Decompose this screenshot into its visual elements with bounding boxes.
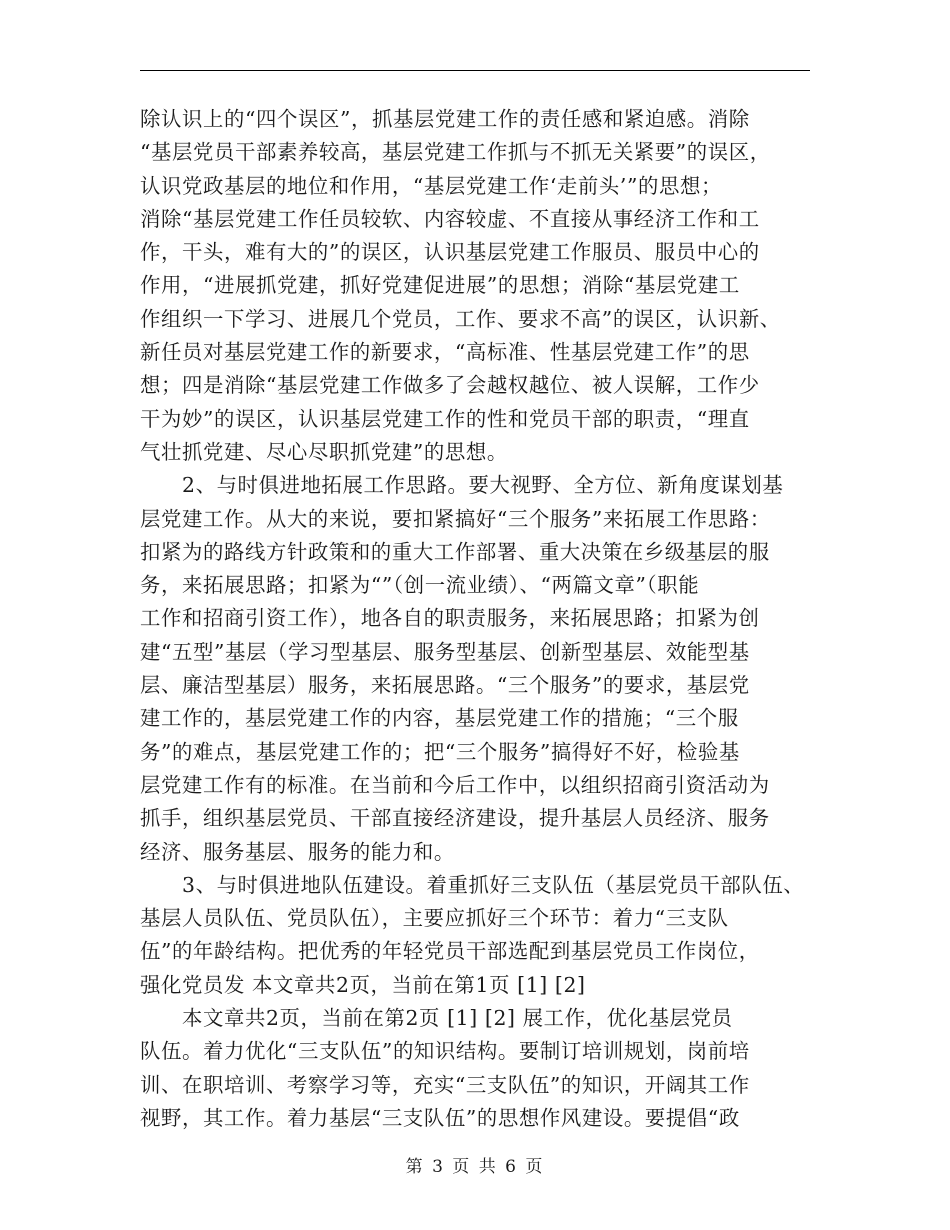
- body-text-line: 层党建工作。从大的来说，要扣紧搞好“三个服务”来拓展工作思路：: [140, 506, 771, 531]
- body-text-line: 视野，其工作。着力基层“三支队伍”的思想作风建设。要提倡“政: [140, 1105, 740, 1130]
- body-text-line: 除认识上的“四个误区”，抓基层党建工作的责任感和紧迫感。消除: [140, 107, 750, 131]
- body-text-line: 认识党政基层的地位和作用，“基层党建工作‘走前头’”的思想；: [140, 173, 722, 198]
- body-text-line: 层党建工作有的标准。在当前和今后工作中，以组织招商引资活动为: [140, 772, 770, 797]
- body-text-line: 想；四是消除“基层党建工作做多了会越权越位、被人误解，工作少: [140, 373, 760, 398]
- body-text-line: 务，来拓展思路；扣紧为“”（创一流业绩）、“两篇文章”（职能: [140, 573, 700, 598]
- header-rule: [140, 70, 810, 71]
- body-text-line: 新任员对基层党建工作的新要求，“高标准、性基层党建工作”的思: [140, 340, 750, 365]
- body-text-line: 消除“基层党建工作任员较软、内容较虚、不直接从事经济工作和工: [140, 206, 760, 231]
- body-text-line: 伍”的年龄结构。把优秀的年轻党员干部选配到基层党员工作岗位，: [140, 939, 760, 964]
- body-text-line: 抓手，组织基层党员、干部直接经济建设，提升基层人员经济、服务: [140, 806, 770, 831]
- body-text-line: 建“五型”基层（学习型基层、服务型基层、创新型基层、效能型基: [140, 639, 750, 664]
- document-body: [140, 103, 830, 1135]
- body-text-line: 强化党员发 本文章共2页，当前在第1页 [1] [2]: [140, 972, 586, 997]
- body-text-line: 作，干头，难有大的”的误区，认识基层党建工作服员、服员中心的: [140, 240, 760, 265]
- body-text-line: “基层党员干部素养较高，基层党建工作抓与不抓无关紧要”的误区，: [140, 140, 771, 165]
- body-text-line: 扣紧为的路线方针政策和的重大工作部署、重大决策在乡级基层的服: [140, 539, 770, 564]
- body-text-line: 3、与时俱进地队伍建设。着重抓好三支队伍（基层党员干部队伍、: [182, 872, 805, 897]
- body-text-line: 2、与时俱进地拓展工作思路。要大视野、全方位、新角度谋划基: [182, 473, 784, 498]
- body-text-line: 作用，“进展抓党建，抓好党建促进展”的思想；消除“基层党建工: [140, 273, 740, 298]
- body-text-line: 队伍。着力优化“三支队伍”的知识结构。要制订培训规划，岗前培: [140, 1039, 750, 1064]
- body-text-line: 建工作的，基层党建工作的内容，基层党建工作的措施；“三个服: [140, 706, 739, 731]
- body-text-line: 本文章共2页，当前在第2页 [1] [2] 展工作，优化基层党员: [182, 1006, 733, 1031]
- body-text-line: 务”的难点，基层党建工作的；把“三个服务”搞得好不好，检验基: [140, 739, 740, 764]
- body-text-line: 工作和招商引资工作），地各自的职责服务，来拓展思路；扣紧为创: [140, 606, 760, 631]
- body-text-line: 经济、服务基层、服务的能力和。: [140, 839, 455, 864]
- body-text-line: 层、廉洁型基层）服务，来拓展思路。“三个服务”的要求，基层党: [140, 673, 750, 698]
- body-text-line: 基层人员队伍、党员队伍），主要应抓好三个环节：着力“三支队: [140, 906, 729, 931]
- body-text-line: 气壮抓党建、尽心尽职抓党建”的思想。: [140, 439, 508, 464]
- body-text-line: 干为妙”的误区，认识基层党建工作的性和党员干部的职责，“理直: [140, 406, 750, 431]
- page-footer: 第 3 页 共 6 页: [405, 1157, 545, 1177]
- body-text-line: 训、在职培训、考察学习等，充实“三支队伍”的知识，开阔其工作: [140, 1072, 750, 1097]
- body-text-line: 作组织一下学习、进展几个党员，工作、要求不高”的误区，认识新、: [140, 306, 781, 331]
